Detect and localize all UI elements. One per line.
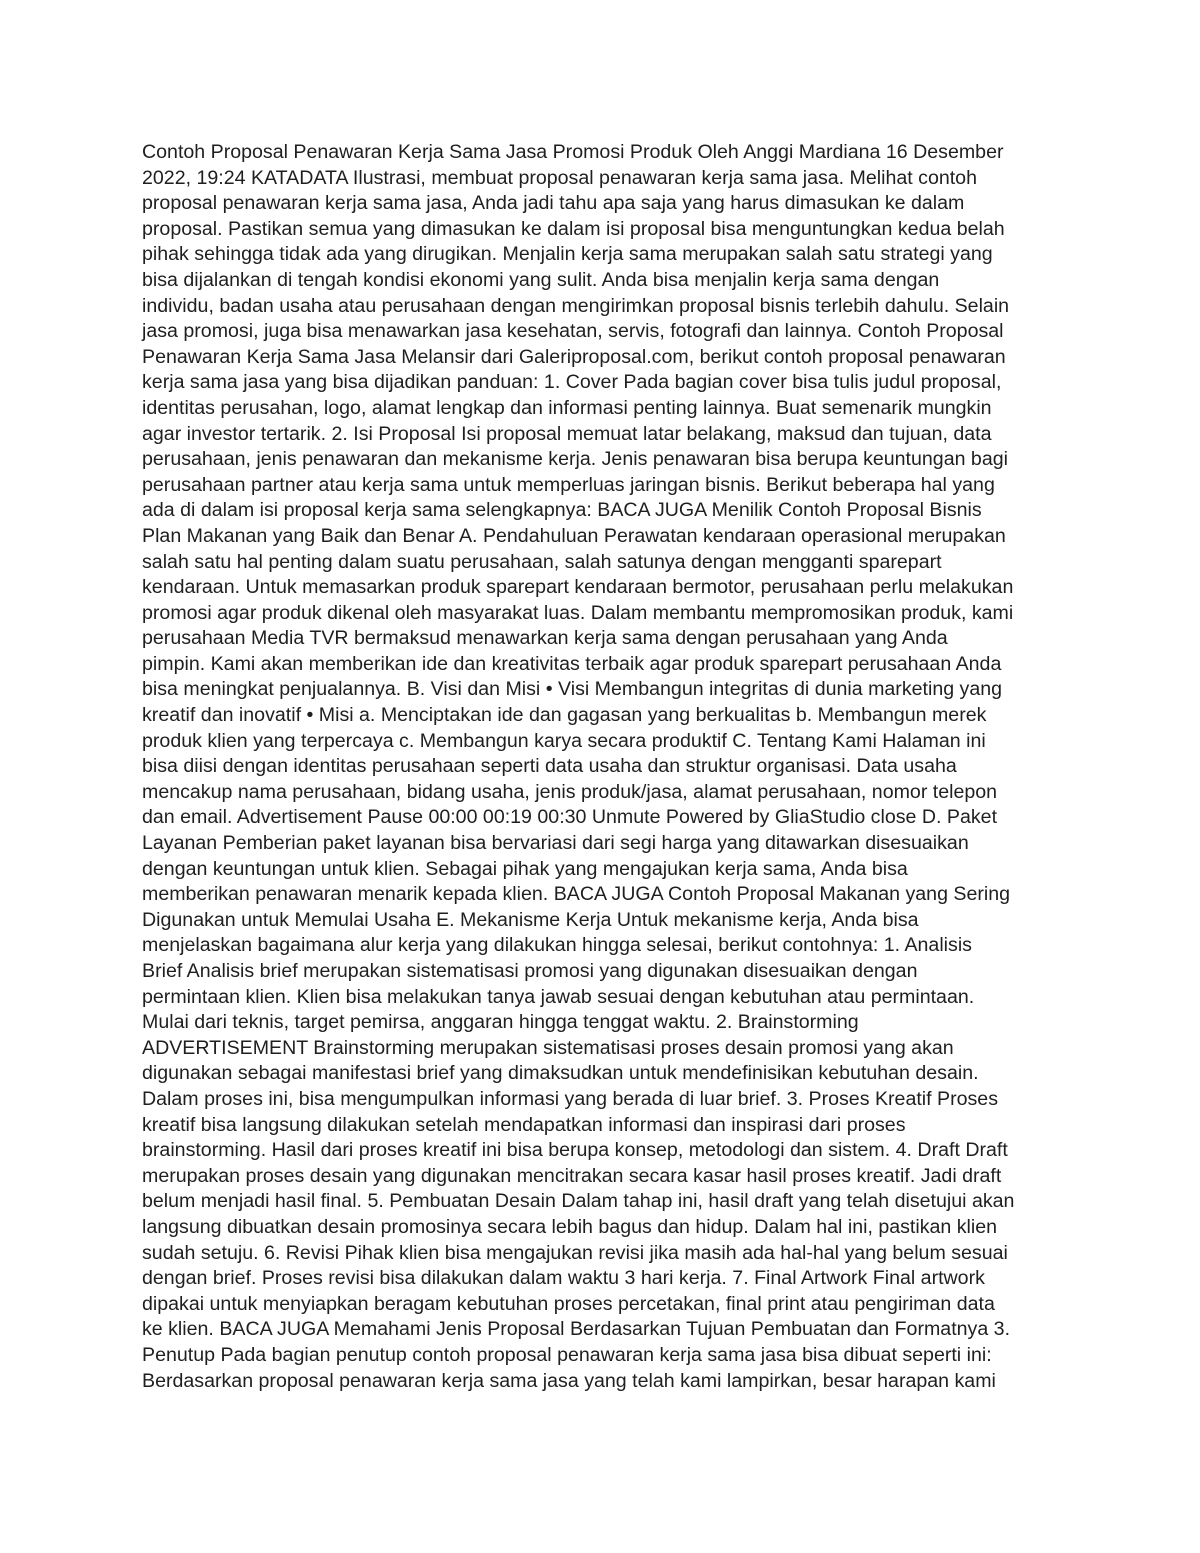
text-line: ada di dalam isi proposal kerja sama selengkapnya: BACA JUGA Menilik Contoh Proposal Bisnis xyxy=(142,499,982,522)
text-line: Plan Makanan yang Baik dan Benar A. Pendahuluan Perawatan kendaraan operasional merupakan xyxy=(142,524,1006,547)
text-line: promosi agar produk dikenal oleh masyarakat luas. Dalam membantu mempromosikan produk, kami xyxy=(142,601,1014,624)
text-line: individu, badan usaha atau perusahaan dengan mengirimkan proposal bisnis terlebih dahulu. Selain xyxy=(142,294,1010,317)
text-line: permintaan klien. Klien bisa melakukan tanya jawab sesuai dengan kebutuhan atau permintaan. xyxy=(142,985,975,1008)
text-line: proposal penawaran kerja sama jasa, Anda jadi tahu apa saja yang harus dimasukan ke dalam xyxy=(142,192,965,215)
text-line: Penutup Pada bagian penutup contoh proposal penawaran kerja sama jasa bisa dibuat seperti ini: xyxy=(142,1343,992,1366)
text-line: langsung dibuatkan desain promosinya secara lebih bagus dan hidup. Dalam hal ini, pastikan klien xyxy=(142,1215,998,1238)
text-line: perusahaan partner atau kerja sama untuk memperluas jaringan bisnis. Berikut beberapa hal yang xyxy=(142,473,995,496)
text-line: produk klien yang terpercaya c. Membangun karya secara produktif C. Tentang Kami Halaman ini xyxy=(142,729,986,752)
text-line: dan email. Advertisement Pause 00:00 00:19 00:30 Unmute Powered by GliaStudio close D. Paket xyxy=(142,806,998,829)
text-line: brainstorming. Hasil dari proses kreatif ini bisa berupa konsep, metodologi dan sistem. 4. Draft Draft xyxy=(142,1139,1008,1162)
text-line: bisa diisi dengan identitas perusahaan seperti data usaha dan struktur organisasi. Data usaha xyxy=(142,755,957,778)
text-line: jasa promosi, juga bisa menawarkan jasa kesehatan, servis, fotografi dan lainnya. Contoh Proposal xyxy=(142,320,1004,343)
text-line: memberikan penawaran menarik kepada klien. BACA JUGA Contoh Proposal Makanan yang Sering xyxy=(142,883,1011,906)
text-line: Berdasarkan proposal penawaran kerja sama jasa yang telah kami lampirkan, besar harapan kami xyxy=(142,1369,996,1392)
text-line: Brief Analisis brief merupakan sistematisasi promosi yang digunakan disesuaikan dengan xyxy=(142,960,918,982)
text-line: Dalam proses ini, bisa mengumpulkan informasi yang berada di luar brief. 3. Proses Kreatif Proses xyxy=(142,1087,999,1110)
text-line: kreatif bisa langsung dilakukan setelah mendapatkan informasi dan inspirasi dari proses xyxy=(142,1113,906,1136)
text-line: perusahaan, jenis penawaran dan mekanisme kerja. Jenis penawaran bisa berupa keuntungan bagi xyxy=(142,448,1008,471)
text-line: bisa dijalankan di tengah kondisi ekonomi yang sulit. Anda bisa menjalin kerja sama dengan xyxy=(142,268,940,291)
body-paragraph xyxy=(142,140,1072,1394)
text-line: identitas perusahan, logo, alamat lengkap dan informasi penting lainnya. Buat semenarik mungkin xyxy=(142,396,992,419)
text-line: ADVERTISEMENT Brainstorming merupakan sistematisasi proses desain promosi yang akan xyxy=(142,1036,954,1059)
text-line: mencakup nama perusahaan, bidang usaha, jenis produk/jasa, alamat perusahaan, nomor telepon xyxy=(142,780,998,803)
text-line: Digunakan untuk Memulai Usaha E. Mekanisme Kerja Untuk mekanisme kerja, Anda bisa xyxy=(142,908,919,931)
text-line: belum menjadi hasil final. 5. Pembuatan Desain Dalam tahap ini, hasil draft yang telah disetujui akan xyxy=(142,1190,1015,1213)
text-line: dengan brief. Proses revisi bisa dilakukan dalam waktu 3 hari kerja. 7. Final Artwork Final artwork xyxy=(142,1267,985,1290)
text-line: pihak sehingga tidak ada yang dirugikan. Menjalin kerja sama merupakan salah satu strategi yang xyxy=(142,243,993,266)
text-line: sudah setuju. 6. Revisi Pihak klien bisa mengajukan revisi jika masih ada hal-hal yang belum sesuai xyxy=(142,1241,1008,1264)
text-line: kreatif dan inovatif • Misi a. Menciptakan ide dan gagasan yang berkualitas b. Membangun merek xyxy=(142,704,987,727)
text-line: dipakai untuk menyiapkan beragam kebutuhan proses percetakan, final print atau pengiriman data xyxy=(142,1292,995,1315)
text-line: ke klien. BACA JUGA Memahami Jenis Proposal Berdasarkan Tujuan Pembuatan dan Formatnya 3. xyxy=(142,1318,1011,1341)
text-line: bisa meningkat penjualannya. B. Visi dan Misi • Visi Membangun integritas di dunia marketing yang xyxy=(142,678,1003,701)
text-line: perusahaan Media TVR bermaksud menawarkan kerja sama dengan perusahaan yang Anda xyxy=(142,627,948,650)
text-line: pimpin. Kami akan memberikan ide dan kreativitas terbaik agar produk sparepart perusahaan Anda xyxy=(142,652,1002,675)
text-line: dengan keuntungan untuk klien. Sebagai pihak yang mengajukan kerja sama, Anda bisa xyxy=(142,857,908,880)
text-line: proposal. Pastikan semua yang dimasukan ke dalam isi proposal bisa menguntungkan kedua belah xyxy=(142,217,1005,240)
text-line: kerja sama jasa yang bisa dijadikan panduan: 1. Cover Pada bagian cover bisa tulis judul proposal, xyxy=(142,371,1002,394)
text-line: Layanan Pemberian paket layanan bisa bervariasi dari segi harga yang ditawarkan disesuaikan xyxy=(142,832,969,855)
text-line: Penawaran Kerja Sama Jasa Melansir dari Galeriproposal.com, berikut contoh proposal penawaran xyxy=(142,345,1006,368)
text-line: agar investor tertarik. 2. Isi Proposal Isi proposal memuat latar belakang, maksud dan tujuan, data xyxy=(142,422,992,445)
text-line: Mulai dari teknis, target pemirsa, anggaran hingga tenggat waktu. 2. Brainstorming xyxy=(142,1011,859,1034)
text-line: menjelaskan bagaimana alur kerja yang dilakukan hingga selesai, berikut contohnya: 1. Analisis xyxy=(142,934,972,957)
text-line: Contoh Proposal Penawaran Kerja Sama Jasa Promosi Produk Oleh Anggi Mardiana 16 Desember xyxy=(142,141,1004,163)
text-line: kendaraan. Untuk memasarkan produk sparepart kendaraan bermotor, perusahaan perlu melakukan xyxy=(142,576,1014,599)
text-line: 2022, 19:24 KATADATA Ilustrasi, membuat proposal penawaran kerja sama jasa. Melihat contoh xyxy=(142,166,977,189)
text-line: salah satu hal penting dalam suatu perusahaan, salah satunya dengan mengganti sparepart xyxy=(142,550,942,573)
text-line: digunakan sebagai manifestasi brief yang dimaksudkan untuk mendefinisikan kebutuhan desain. xyxy=(142,1062,979,1085)
text-line: merupakan proses desain yang digunakan mencitrakan secara kasar hasil proses kreatif. Jadi draft xyxy=(142,1164,1002,1187)
